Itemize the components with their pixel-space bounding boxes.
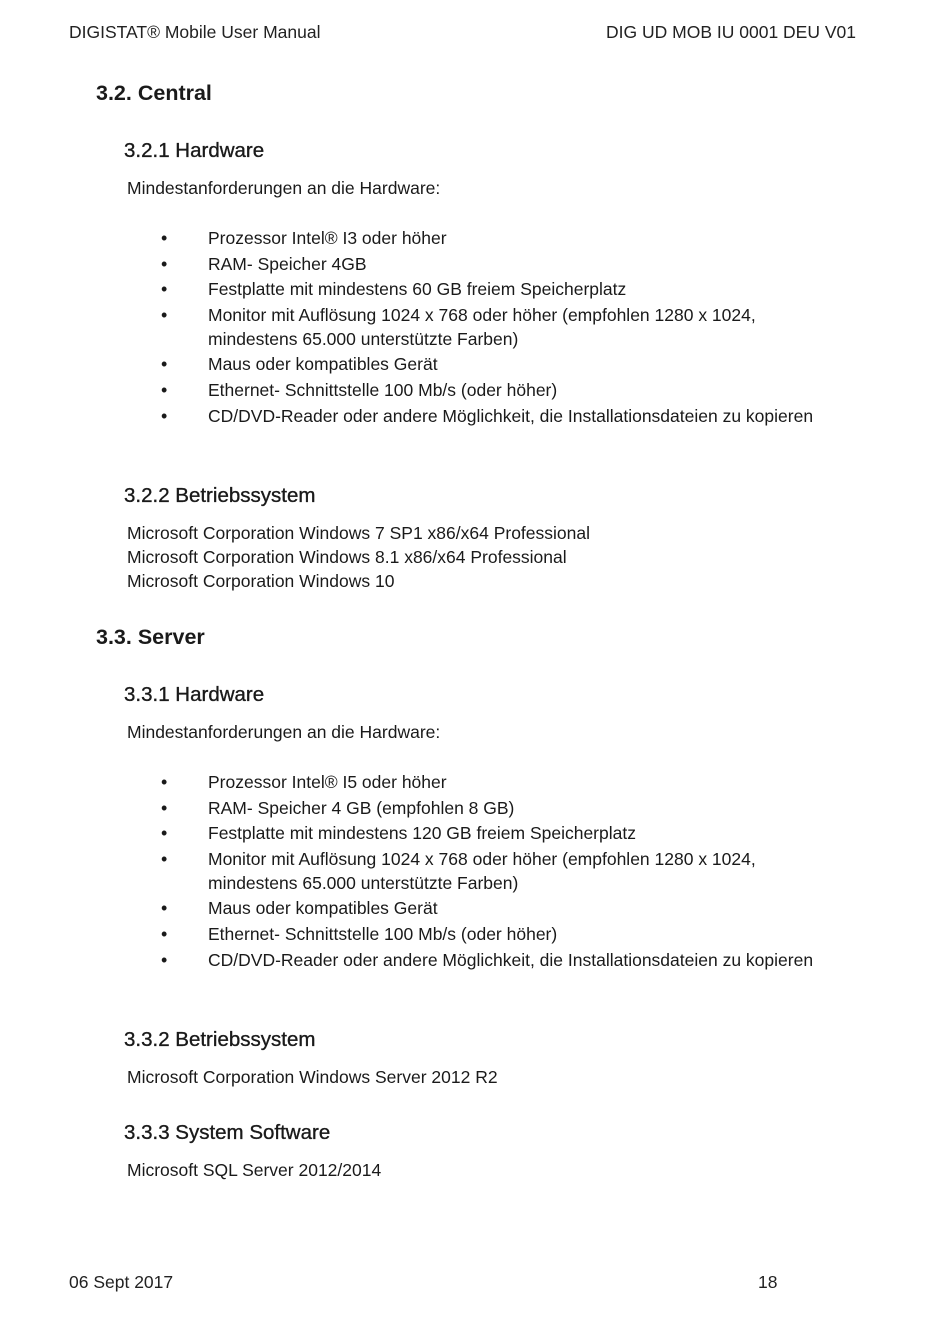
subsection-heading-system-software: 3.3.3 System Software: [124, 1121, 331, 1144]
bullet-icon: •: [161, 772, 168, 792]
list-item: • CD/DVD-Reader oder andere Möglichkeit, die Installationsdateien zu kopieren: [161, 949, 814, 970]
bullet-icon: •: [161, 279, 168, 300]
central-hardware-list: [0, 226, 950, 429]
subsection-heading-server-hardware: 3.3.1 Hardware: [124, 683, 265, 706]
central-hardware-intro: Mindestanforderungen an die Hardware:: [127, 178, 441, 198]
list-item: • Maus oder kompatibles Gerät: [161, 354, 438, 375]
bullet-icon: •: [161, 898, 168, 919]
bullet-icon: •: [161, 228, 168, 248]
central-os-line: Microsoft Corporation Windows 8.1 x86/x64 Professional: [127, 547, 567, 567]
footer-page-number: 18: [758, 1272, 778, 1292]
header-manual-title: DIGISTAT® Mobile User Manual: [69, 22, 321, 42]
footer-date: 06 Sept 2017: [69, 1272, 174, 1292]
bullet-icon: •: [161, 949, 168, 970]
list-item: • Prozessor Intel® I5 oder höher: [161, 772, 447, 792]
bullet-icon: •: [161, 354, 168, 375]
header-document-code: DIG UD MOB IU 0001 DEU V01: [606, 22, 856, 42]
server-os-line: Microsoft Corporation Windows Server 2012 R2: [127, 1067, 498, 1087]
server-hardware-intro: Mindestanforderungen an die Hardware:: [127, 722, 441, 742]
server-hardware-list: [0, 770, 950, 973]
list-item: • RAM- Speicher 4 GB (empfohlen 8 GB): [161, 797, 515, 818]
system-software-line: Microsoft SQL Server 2012/2014: [127, 1160, 382, 1180]
central-os-line: Microsoft Corporation Windows 7 SP1 x86/x64 Professional: [127, 523, 590, 543]
list-item: • RAM- Speicher 4GB: [161, 253, 367, 274]
subsection-heading-server-os: 3.3.2 Betriebssystem: [124, 1028, 316, 1051]
subsection-heading-central-os: 3.2.2 Betriebssystem: [124, 484, 316, 507]
list-item: • Festplatte mit mindestens 120 GB freiem Speicherplatz: [161, 823, 636, 844]
section-heading-server: 3.3. Server: [96, 625, 205, 649]
list-item: • CD/DVD-Reader oder andere Möglichkeit, die Installationsdateien zu kopieren: [161, 405, 814, 426]
central-os-line: Microsoft Corporation Windows 10: [127, 571, 395, 591]
list-item: • Monitor mit Auflösung 1024 x 768 oder höher (empfohlen 1280 x 1024, mindestens 65.000 unterstützte Farben): [161, 304, 756, 349]
bullet-icon: •: [161, 253, 168, 274]
list-item: • Ethernet- Schnittstelle 100 Mb/s (oder höher): [161, 379, 558, 400]
bullet-icon: •: [161, 923, 168, 944]
bullet-icon: •: [161, 304, 168, 325]
bullet-icon: •: [161, 797, 168, 818]
section-heading-central: 3.2. Central: [96, 81, 212, 105]
list-item: • Ethernet- Schnittstelle 100 Mb/s (oder höher): [161, 923, 558, 944]
bullet-icon: •: [161, 848, 168, 869]
bullet-icon: •: [161, 379, 168, 400]
bullet-icon: •: [161, 405, 168, 426]
list-item: • Maus oder kompatibles Gerät: [161, 898, 438, 919]
bullet-icon: •: [161, 823, 168, 844]
list-item: • Monitor mit Auflösung 1024 x 768 oder höher (empfohlen 1280 x 1024, mindestens 65.000 unterstützte Farben): [161, 848, 756, 893]
subsection-heading-central-hardware: 3.2.1 Hardware: [124, 139, 265, 162]
list-item: • Prozessor Intel® I3 oder höher: [161, 228, 447, 248]
list-item: • Festplatte mit mindestens 60 GB freiem Speicherplatz: [161, 279, 627, 300]
